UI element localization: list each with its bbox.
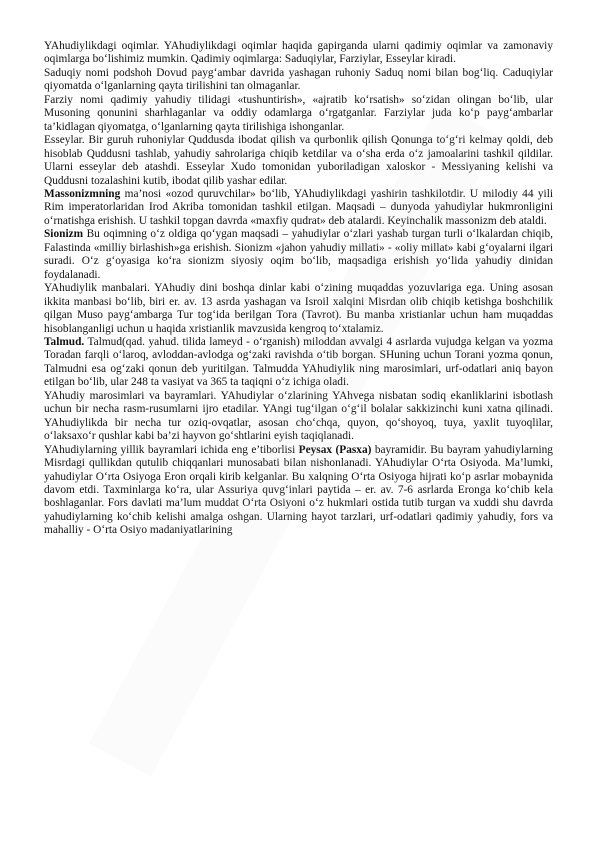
paragraph-text: Saduqiy nomi podshoh Dovud payg‘ambar davrida yashagan ruhoniy Saduq nomi bilan bog‘liq. Caduqiylar qiyomatda o‘lganlarning qayta tirilishini tan olmaganlar. [44,66,553,93]
paragraph-marosimlar [44,390,553,444]
paragraph-talmud [44,336,553,390]
document-page [44,40,553,538]
paragraph-text: Talmud(qad. yahud. tilida lameyd - o‘rganish) miloddan avvalgi 4 asrlarda vujudga kelgan va yozma Toradan farqli o‘laroq, avloddan-avlodga og‘zaki ravishda o‘tib borgan. SHuning uchun Torani yozma qonun, Talmudni esa og‘zaki qonun deb yuritilgan. Talmudda YAhudiylik ning marosimlari, urf-odatlari aniq bayon etilgan bo‘lib, ular 248 ta vasiyat va 365 ta taqiqni o‘z ichiga oladi. [44,335,553,389]
paragraph-text: Bu oqimning o‘z oldiga qo‘ygan maqsadi – yahudiylar o‘zlari yashab turgan turli o‘lkalardan chiqib, Falastinda «milliy birlashish»ga erishish. Sionizm «jahon yahudiy millati» - «oliy millat» kabi g‘oyalarni ilgari suradi. O‘z g‘oyasiga ko‘ra sionizm siyosiy oqim bo‘lib, maqsadiga erishish yo‘lida yahudiy dinidan foydalanadi. [44,228,553,281]
paragraph-text: YAhudiy marosimlari va bayramlari. YAhudiylar o‘zlarining YAhvega nisbatan sodiq ekanliklarini isbotlash uchun bir necha rasm-rusumlarni ijro etadilar. YAngi tug‘ilgan o‘g‘il bolalar sakkizinchi kuni xatna qilinadi. YAhudiylikda bir necha tur oziq-ovqatlar, asosan cho‘chqa, quyon, qo‘shoyoq, tuya, yaxlit tuyoqlilar, o‘laksaxo‘r qushlar kabi ba’zi hayvon go‘shtlarini eyish taqiqlanadi. [44,389,553,443]
paragraph-text: YAhudiylarning yillik bayramlari ichida eng e’tiborlisi [44,443,299,456]
paragraph-sionizm [44,228,553,282]
paragraph-text: Esseylar. Bir guruh ruhoniylar Quddusda ibodat qilish va qurbonlik qilish Qonunga to‘g‘ri kelmay qoldi, deb hisoblab Quddusni tashlab, yahudiy sahrolariga chiqib ketdilar va o‘sha erda o‘z jamoalarini tashkil qildilar. Ularni esseylar deb atashdi. Esseylar Xudo tomonidan yuboriladigan xaloskor - Messiyaning kelishi va Quddusni tozalashini kutib, ibodat qilib yashar edilar. [44,134,553,187]
paragraph-massonizm [44,188,553,228]
paragraph-heading: Talmud. [44,335,85,348]
paragraph-saduqiy [44,67,553,94]
paragraph-oqimlar [44,40,553,67]
paragraph-farziy [44,94,553,134]
paragraph-text: YAhudiylikdagi oqimlar. YAhudiylikdagi oqimlar haqida gapirganda ularni qadimiy oqimlar va zamonaviy oqimlarga bo‘lishimiz mumkin. Qadimiy oqimlarga: Saduqiylar, Farziylar, Esseylar kiradi. [44,40,553,66]
paragraph-inline-bold: Peysax (Pasxa) [298,443,372,456]
paragraph-text: YAhudiylik manbalari. YAhudiy dini boshqa dinlar kabi o‘zining muqaddas yozuvlariga ega. Uning asosan ikkita manbasi bo‘lib, biri er. av. 13 asrda yashagan va Isroil xalqini Misrdan olib chiqib ketishga boshchilik qilgan Muso payg‘ambarga Tur tog‘ida berilgan Tora (Tavrot). Bu manba xristianlar uchun ham muqaddas hisoblanganligi uchun u haqida xristianlik mavzusida kengroq to‘xtalamiz. [44,282,553,335]
paragraph-heading: Sionizm [44,228,84,241]
paragraph-text: Farziy nomi qadimiy yahudiy tilidagi «tushuntirish», «ajratib ko‘rsatish» so‘zidan olingan bo‘lib, ular Musoning qonunini sharhlaganlar va oddiy odamlarga o‘rgatganlar. Farziylar juda ko‘p payg‘ambarlar ta’kidlagan qiyomatga, o‘lganlarning qayta tirilishiga ishonganlar. [44,93,553,133]
paragraph-bayramlar [44,444,553,538]
paragraph-text: ma’nosi «ozod quruvchilar» bo‘lib, YAhudiylikdagi yashirin tashkilotdir. U milodiy 44 yili Rim imperatorlaridan Irod Akriba tomonidan tashkil etilgan. Maqsadi – dunyoda yahudiylar hukmronligini o‘rnatishga erishish. U tashkil topgan davrda «maxfiy qudrat» deb atalardi. Keyinchalik massonizm deb ataldi. [44,187,553,227]
paragraph-esseylar [44,134,553,188]
paragraph-text: bayramidir. Bu bayram yahudiylarning Misrdagi qullikdan qutulib chiqqanlari munosabati bilan nishonlanadi. YAhudiylar O‘rta Osiyoda. Ma’lumki, yahudiylar O‘rta Osiyoga Eron orqali kirib kelganlar. Bu xalqning O‘rta Osiyoga hijrati ko‘p asrlar mobaynida davom etdi. Taxminlarga ko‘ra, ular Assuriya quvg‘inlari paytida – er. av. 7-6 asrlarda Eronga ko‘chib kela boshlaganlar. Fors davlati ma’lum muddat O‘rta Osiyoni o‘z hukmlari ostida tutib turgan va xuddi shu davrda yahudiylarning ko‘chib kelishi amalga oshgan. Ularning hayot tarzlari, urf-odatlari qadimiy yahudiy, fors va mahalliy - O‘rta Osiyo madaniyatlarining [44,443,553,537]
paragraph-manbalar [44,282,553,336]
paragraph-heading: Massonizmning [44,187,121,200]
